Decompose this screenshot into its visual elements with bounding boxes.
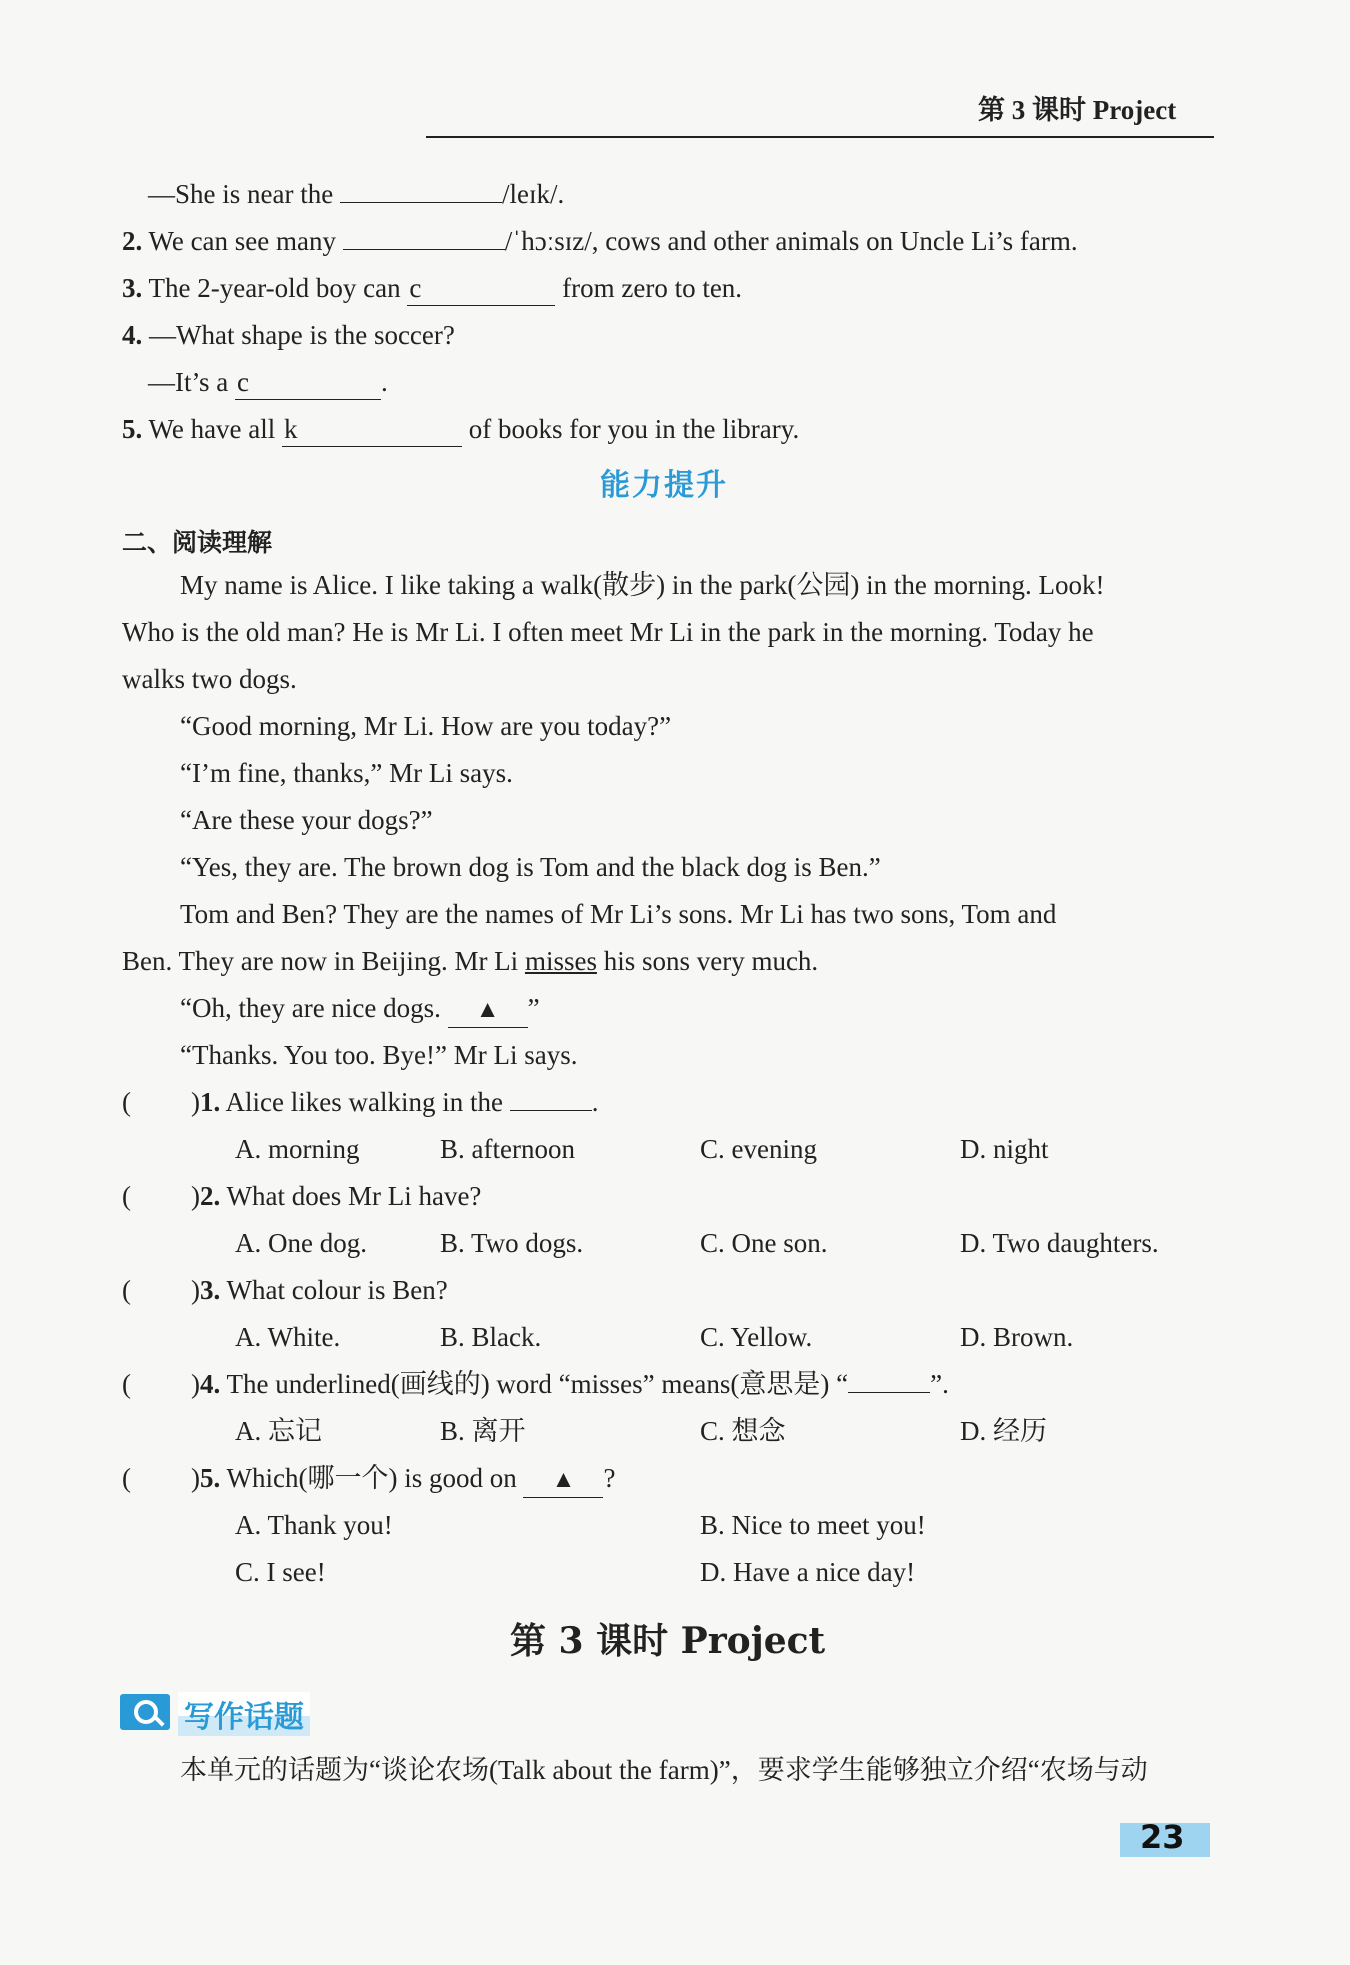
question-number: 2.: [200, 1181, 221, 1211]
exercise-3: [122, 271, 742, 306]
option[interactable]: C. evening: [700, 1134, 817, 1164]
question-number: 1.: [200, 1087, 221, 1117]
exercise-number: 2.: [122, 226, 143, 256]
header-rule: [426, 136, 1214, 138]
answer-blank[interactable]: [510, 1110, 592, 1111]
exercise-text: from zero to ten.: [562, 273, 743, 303]
question-number: 3.: [200, 1275, 221, 1305]
exercise-text: We have all: [148, 414, 276, 444]
writing-topic-label: 写作话题: [178, 1692, 310, 1736]
answer-blank[interactable]: [235, 365, 381, 400]
answer-paren: ): [191, 1463, 200, 1493]
option[interactable]: C. I see!: [235, 1557, 326, 1587]
underlined-word: misses: [524, 946, 597, 976]
answer-blank[interactable]: [282, 412, 462, 447]
option[interactable]: A. White.: [235, 1322, 341, 1352]
exercise-text: —She is near the: [148, 179, 334, 209]
question-text: ?: [603, 1463, 616, 1493]
passage-line: walks two dogs.: [122, 664, 297, 694]
passage-line: “Thanks. You too. Bye!” Mr Li says.: [180, 1040, 578, 1070]
passage-line: Who is the old man? He is Mr Li. I often meet Mr Li in the park in the morning. Today he: [122, 617, 1094, 647]
exercise-number: 4.: [122, 320, 143, 350]
answer-blank[interactable]: [343, 249, 505, 250]
magnifier-icon: [120, 1694, 170, 1730]
option[interactable]: D. 经历: [960, 1416, 1047, 1446]
question-text: What does Mr Li have?: [226, 1181, 482, 1211]
first-letter-hint: c: [409, 273, 422, 303]
triangle-blank[interactable]: [523, 1461, 603, 1498]
passage-text: his sons very much.: [603, 946, 819, 976]
answer-paren: ): [191, 1087, 200, 1117]
question-1: [122, 1085, 598, 1119]
exercise-text: /ˈhɔːsɪz/, cows and other animals on Uncle Li’s farm.: [504, 226, 1078, 256]
writing-topic-intro: 本单元的话题为“谈论农场(Talk about the farm)”，要求学生能够独立介绍“农场与动: [180, 1755, 1148, 1785]
answer-paren: (: [122, 1087, 131, 1117]
option[interactable]: A. 忘记: [235, 1416, 322, 1446]
writing-topic-badge: [120, 1690, 325, 1735]
passage-text: Ben. They are now in Beijing. Mr Li: [122, 946, 519, 976]
answer-paren: ): [191, 1275, 200, 1305]
question-text: Which(哪一个) is good on: [226, 1463, 517, 1493]
option[interactable]: D. night: [960, 1134, 1049, 1164]
answer-paren: (: [122, 1369, 131, 1399]
section-ability-heading: 能力提升: [600, 468, 728, 503]
question-4: [122, 1367, 949, 1401]
option[interactable]: C. One son.: [700, 1228, 828, 1258]
first-letter-hint: k: [284, 414, 298, 444]
question-3: [122, 1273, 448, 1307]
exercise-4-question: [122, 318, 455, 352]
exercise-text: —It’s a: [148, 367, 229, 397]
option[interactable]: C. 想念: [700, 1416, 786, 1446]
option[interactable]: A. One dog.: [235, 1228, 367, 1258]
question-text: What colour is Ben?: [226, 1275, 448, 1305]
passage-line: “Yes, they are. The brown dog is Tom and the black dog is Ben.”: [180, 852, 881, 882]
triangle-marker: ▲: [475, 997, 500, 1023]
exercise-text: We can see many: [148, 226, 336, 256]
passage-text: “Oh, they are nice dogs.: [180, 993, 441, 1023]
phonetic-hint: /leɪk/.: [501, 179, 565, 209]
option[interactable]: C. Yellow.: [700, 1322, 813, 1352]
exercise-text: —What shape is the soccer?: [149, 320, 455, 350]
question-text: ”.: [930, 1369, 949, 1399]
question-text: Alice likes walking in the: [225, 1087, 503, 1117]
page-number: 23: [1140, 1818, 1185, 1856]
passage-line: “Are these your dogs?”: [180, 805, 433, 835]
lesson-title: 第 3 课时 Project: [510, 1620, 826, 1662]
question-text: .: [591, 1087, 599, 1117]
passage-line: “I’m fine, thanks,” Mr Li says.: [180, 758, 513, 788]
option[interactable]: B. Two dogs.: [440, 1228, 584, 1258]
option[interactable]: D. Brown.: [960, 1322, 1074, 1352]
answer-paren: (: [122, 1181, 131, 1211]
exercise-number: 3.: [122, 273, 143, 303]
exercise-text: .: [381, 367, 388, 397]
option[interactable]: B. 离开: [440, 1416, 526, 1446]
exercise-1-answer-line: [148, 177, 564, 211]
option[interactable]: B. Black.: [440, 1322, 542, 1352]
answer-paren: ): [191, 1181, 200, 1211]
exercise-5: [122, 412, 799, 447]
option[interactable]: D. Two daughters.: [960, 1228, 1159, 1258]
answer-blank[interactable]: [340, 202, 502, 203]
answer-blank[interactable]: [848, 1392, 930, 1393]
exercise-text: of books for you in the library.: [468, 414, 800, 444]
option[interactable]: A. morning: [235, 1134, 360, 1164]
first-letter-hint: c: [237, 367, 249, 397]
passage-line: “Good morning, Mr Li. How are you today?”: [180, 711, 672, 741]
answer-blank[interactable]: [407, 271, 555, 306]
question-2: [122, 1179, 481, 1213]
option[interactable]: B. Nice to meet you!: [700, 1510, 926, 1540]
question-number: 4.: [200, 1369, 221, 1399]
passage-line: Tom and Ben? They are the names of Mr Li’s sons. Mr Li has two sons, Tom and: [180, 899, 1057, 929]
reading-heading: 二、阅读理解: [122, 528, 273, 557]
option[interactable]: B. afternoon: [440, 1134, 575, 1164]
answer-paren: (: [122, 1275, 131, 1305]
passage-text: ”: [527, 993, 540, 1023]
question-text: The underlined(画线的) word “misses” means(意思是) “: [226, 1369, 849, 1399]
passage-line: [122, 944, 818, 978]
exercise-2: [122, 224, 1078, 258]
question-5: [122, 1461, 615, 1498]
option[interactable]: D. Have a nice day!: [700, 1557, 916, 1587]
exercise-4-answer: [148, 365, 388, 400]
option[interactable]: A. Thank you!: [235, 1510, 393, 1540]
passage-line: [180, 991, 540, 1028]
question-number: 5.: [200, 1463, 221, 1493]
header-title: 第 3 课时 Project: [978, 95, 1177, 125]
answer-paren: (: [122, 1463, 131, 1493]
triangle-blank[interactable]: [448, 991, 528, 1028]
exercise-number: 5.: [122, 414, 143, 444]
triangle-marker: ▲: [551, 1467, 576, 1493]
passage-line: My name is Alice. I like taking a walk(散步) in the park(公园) in the morning. Look!: [180, 570, 1105, 600]
exercise-text: The 2-year-old boy can: [148, 273, 401, 303]
answer-paren: ): [191, 1369, 200, 1399]
